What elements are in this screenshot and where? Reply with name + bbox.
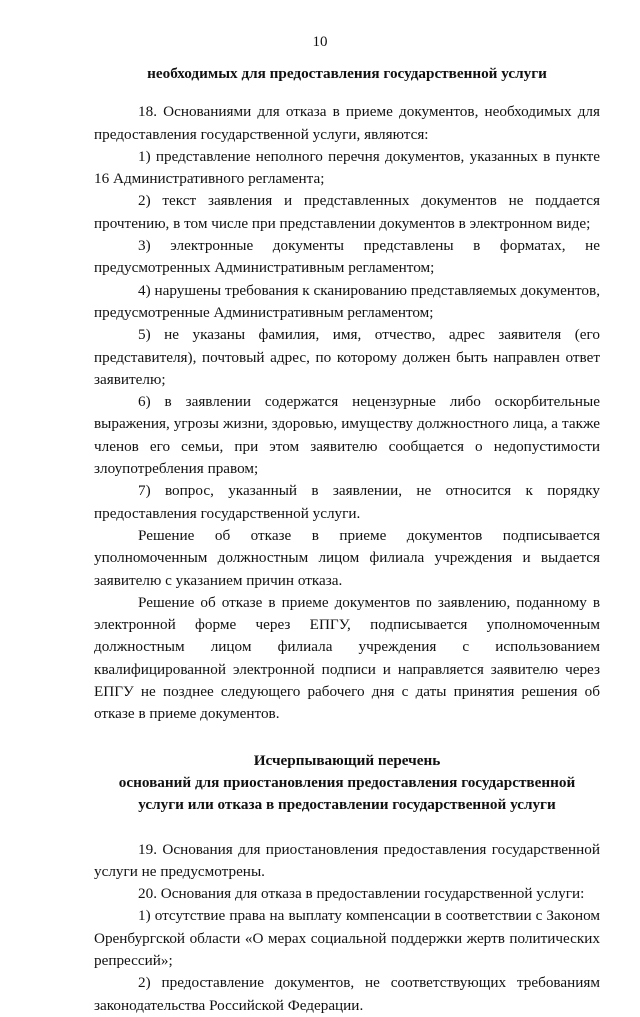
paragraph-electronic-refusal: Решение об отказе в приеме документов по заявлению, поданному в электронной форме через ЕПГУ, подписывается уполномоченным должностным лицом филиала учреждения с использованием квалифицированной электронной подписи и направляется заявителю через ЕПГУ не позднее следующего рабочего дня с даты принятия решения об отказе в приеме документов. (94, 593, 600, 723)
section-2-body (94, 839, 600, 1017)
list-item-18-4: 4) нарушены требования к сканированию представляемых документов, предусмотренные Административным регламентом; (94, 281, 600, 321)
section-2-heading-line-2: оснований для приостановления предоставления государственной (118, 773, 576, 791)
list-item-18-7: 7) вопрос, указанный в заявлении, не относится к порядку предоставления государственной услуги. (94, 482, 600, 522)
paragraph-18: 18. Основаниями для отказа в приеме документов, необходимых для предоставления государственной услуги, являются: (94, 103, 600, 143)
list-item-18-2: 2) текст заявления и представленных документов не поддается прочтению, в том числе при представлении документов в электронном виде; (94, 192, 600, 232)
list-item-18-5: 5) не указаны фамилия, имя, отчество, адрес заявителя (его представителя), почтовый адрес, по которому должен быть направлен ответ заявителю; (94, 326, 600, 388)
list-item-18-6: 6) в заявлении содержатся нецензурные либо оскорбительные выражения, угрозы жизни, здоровью, имуществу должностного лица, а также членов его семьи, при этом заявителю сообщается о недопустимости злоупотребления правом; (94, 393, 600, 478)
list-item-18-1: 1) представление неполного перечня документов, указанных в пункте 16 Административного регламента; (94, 147, 600, 188)
section-1-body (94, 101, 600, 725)
spacer (94, 726, 600, 750)
list-item-20-2: 2) предоставление документов, не соответствующих требованиям законодательства Российской Федерации. (94, 974, 600, 1014)
page-content (94, 63, 600, 1017)
paragraph-refusal-decision: Решение об отказе в приеме документов подписывается уполномоченным должностным лицом филиала учреждения и выдается заявителю с указанием причин отказа. (94, 526, 600, 589)
page-number: 10 (312, 34, 328, 50)
section-heading-continuation: необходимых для предоставления государственной услуги (147, 65, 547, 82)
paragraph-19: 19. Основания для приостановления предоставления государственной услуги не предусмотрены. (94, 840, 600, 880)
spacer (94, 817, 600, 839)
list-item-18-3: 3) электронные документы представлены в форматах, не предусмотренных Административным регламентом; (94, 237, 600, 277)
paragraph-20: 20. Основания для отказа в предоставлении государственной услуги: (138, 885, 585, 903)
list-item-20-1: 1) отсутствие права на выплату компенсации в соответствии с Законом Оренбургской области «О мерах социальной поддержки жертв политических репрессий»; (94, 907, 600, 969)
section-2-heading-line-1: Исчерпывающий перечень (253, 751, 441, 769)
section-2-heading-line-3: услуги или отказа в предоставлении государственной услуги (138, 796, 556, 814)
section-2-heading (94, 750, 600, 817)
